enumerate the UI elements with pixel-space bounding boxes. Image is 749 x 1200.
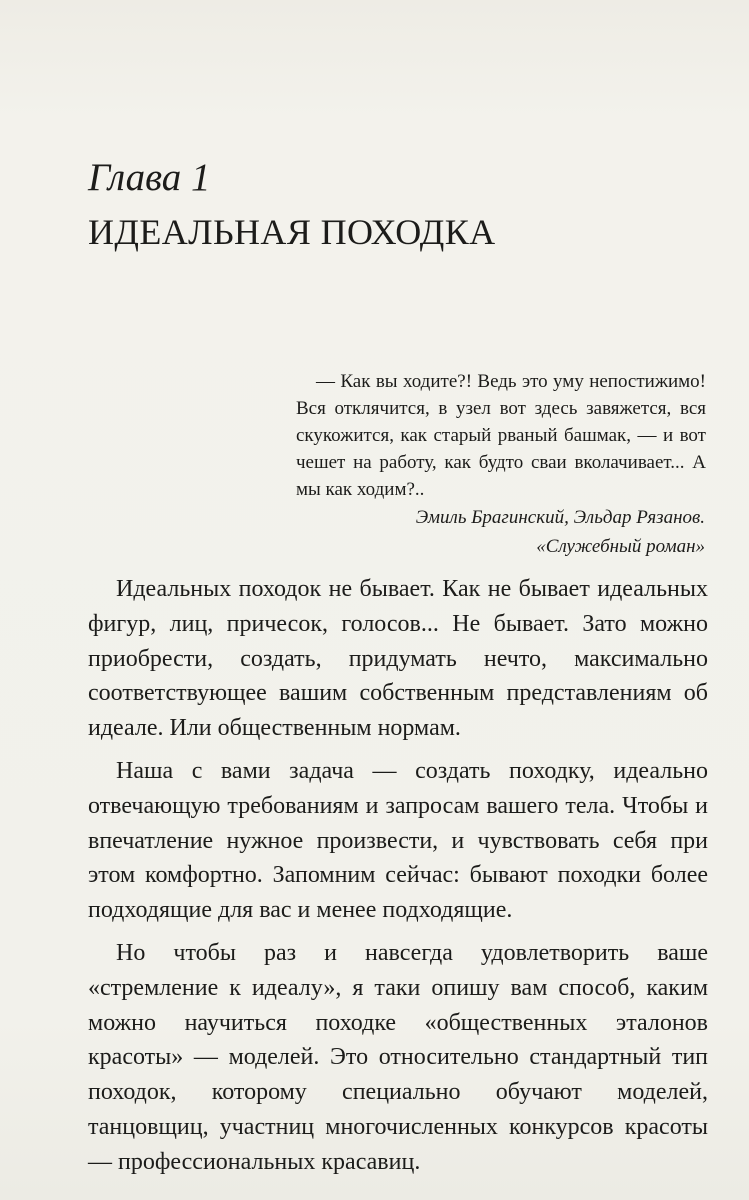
body-text [88, 572, 708, 1188]
paragraph: Но чтобы раз и навсегда удовлетворить ваше «стремление к идеалу», я таки опишу вам способ, каким можно научиться походке «общественных эталонов красоты» — моделей. Это относительно стандартный тип походок, которому специально обучают моделей, танцовщиц, участниц многочисленных конкурсов красоты — профессиональных красавиц. [88, 939, 708, 1175]
paragraph: Наша с вами задача — создать походку, идеально отвечающую требованиям и запросам вашего тела. Чтобы и впечатление нужное произвести, и чувствовать себя при этом комфортно. Запомним сейчас: бывают походки более подходящие для вас и менее подходящие. [88, 757, 708, 924]
paragraph: Идеальных походок не бывает. Как не бывает идеальных фигур, лиц, причесок, голосов... Не бывает. Зато можно приобрести, создать, придумать нечто, максимально соответствующее вашим собственным представлениям об идеале. Или общественным нормам. [88, 576, 708, 742]
epigraph [296, 368, 706, 503]
chapter-label: Глава 1 [88, 156, 211, 199]
epigraph-quote: — Как вы ходите?! Ведь это уму непостижимо! Вся отклячится, в узел вот здесь завяжется, вся скукожится, как старый рваный башмак, — и вот чешет на работу, как будто сваи вколачивает... А мы как ходим?.. [296, 371, 706, 500]
chapter-title: ИДЕАЛЬНАЯ ПОХОДКА [88, 212, 496, 252]
epigraph-source: «Служебный роман» [536, 536, 705, 557]
epigraph-authors: Эмиль Брагинский, Эльдар Рязанов. [415, 507, 705, 528]
epigraph-attribution [416, 503, 705, 561]
